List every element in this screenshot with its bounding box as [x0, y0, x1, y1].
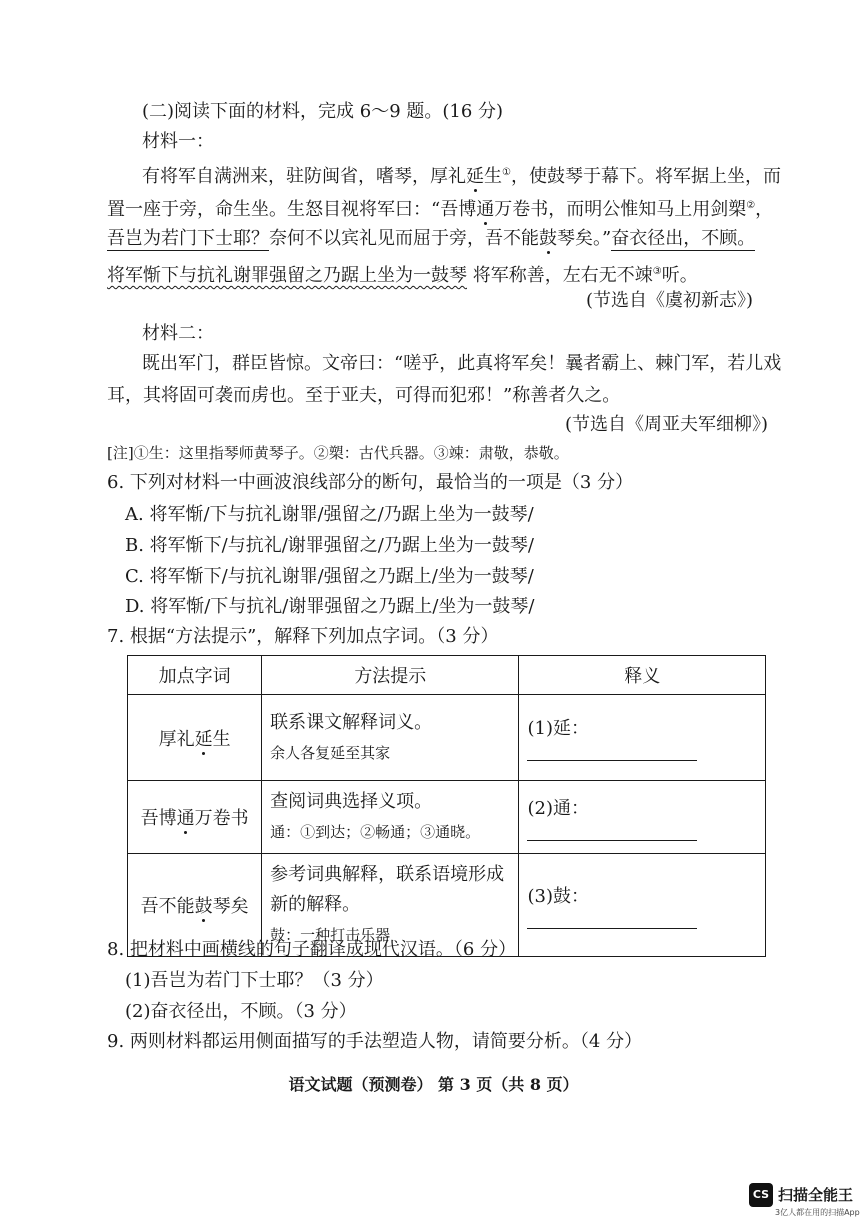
material1-source: (节选自《虞初新志》)	[586, 290, 754, 311]
answer-cell: (1)延：	[519, 695, 766, 781]
material1-line1: 有将军自满洲来，驻防闽省，嗜琴，厚礼延生①，使鼓琴于幕下。将军据上坐，而	[142, 166, 781, 187]
underlined-sentence-2: 奋衣径出，不顾。	[611, 228, 756, 249]
underlined-sentence-1: 吾岂为若门下士耶？	[107, 228, 269, 249]
q6-option-c: C. 将军惭下/与抗礼谢罪/强留之乃踞上/坐为一鼓琴/	[125, 566, 534, 587]
dotted-char: 通	[476, 199, 495, 220]
answer-blank[interactable]	[527, 742, 697, 761]
dotted-char: 鼓	[194, 896, 213, 917]
material1-line3: 吾岂为若门下士耶？奈何不以宾礼见而屈于旁，吾不能鼓琴矣。”奋衣径出，不顾。	[107, 228, 756, 249]
table-header: 方法提示	[262, 656, 519, 695]
q6-stem: 6. 下列对材料一中画波浪线部分的断句，最恰当的一项是（3 分）	[107, 472, 634, 493]
footnote-mark: ①	[502, 167, 511, 178]
material2-source: (节选自《周亚夫军细柳》)	[565, 414, 769, 435]
material1-label: 材料一：	[142, 131, 214, 152]
material1-line4: 将军惭下与抗礼谢罪强留之乃踞上坐为一鼓琴 将军称善，左右无不竦③听。	[107, 265, 698, 286]
answer-blank[interactable]	[527, 822, 697, 841]
page-footer: 语文试题（预测卷） 第 3 页（共 8 页）	[288, 1075, 579, 1094]
answer-cell: (2)通：	[519, 781, 766, 854]
word-cell: 吾不能鼓琴矣	[128, 854, 262, 957]
word-cell: 吾博通万卷书	[128, 781, 262, 854]
section-heading: (二)阅读下面的材料，完成 6～9 题。(16 分)	[142, 101, 504, 122]
camscanner-tagline: 3亿人都在用的扫描App	[775, 1208, 860, 1217]
dotted-char: 延	[194, 728, 213, 750]
table-row	[128, 781, 766, 854]
answer-blank[interactable]	[527, 910, 697, 929]
camscanner-logo-icon: CS	[749, 1183, 773, 1207]
hint-cell: 联系课文解释词义。 余人各复延至其家	[262, 695, 519, 781]
word-cell: 厚礼延生	[128, 695, 262, 781]
q9-stem: 9. 两则材料都运用侧面描写的手法塑造人物，请简要分析。（4 分）	[107, 1031, 643, 1052]
q6-option-b: B. 将军惭下/与抗礼/谢罪强留之/乃踞上坐为一鼓琴/	[125, 535, 534, 556]
q8-stem: 8. 把材料中画横线的句子翻译成现代汉语。（6 分）	[107, 939, 517, 960]
table-header: 加点字词	[128, 656, 262, 695]
q8-sentence-1: (1)吾岂为若门下士耶？（3 分）	[125, 970, 384, 991]
table-row	[128, 695, 766, 781]
answer-cell: (3)鼓：	[519, 854, 766, 957]
table-header-row	[128, 656, 766, 695]
hint-cell: 参考词典解释，联系语境形成 新的解释。 鼓：一种打击乐器	[262, 854, 519, 957]
q7-table	[127, 655, 766, 957]
camscanner-name: 扫描全能王	[778, 1186, 854, 1204]
material2-label: 材料二：	[142, 323, 214, 344]
q6-option-a: A. 将军惭/下与抗礼谢罪/强留之/乃踞上坐为一鼓琴/	[125, 504, 534, 525]
wavy-underline-passage: 将军惭下与抗礼谢罪强留之乃踞上坐为一鼓琴	[107, 265, 467, 286]
material2-line1: 既出军门，群臣皆惊。文帝曰：“嗟乎，此真将军矣！曩者霸上、棘门军，若儿戏	[142, 353, 782, 374]
material2-line2: 耳，其将固可袭而虏也。至于亚夫，可得而犯邪！”称善者久之。	[107, 385, 621, 406]
footnote-mark: ③	[652, 266, 662, 277]
material1-line2: 置一座于旁，命生坐。生怒目视将军曰：“吾博通万卷书，而明公惟知马上用剑槊②，	[107, 199, 774, 220]
footnote-mark: ②	[746, 200, 756, 211]
q8-sentence-2: (2)奋衣径出，不顾。（3 分）	[125, 1001, 357, 1022]
dotted-char: 通	[176, 808, 195, 829]
q6-option-d: D. 将军惭/下与抗礼/谢罪强留之乃踞上/坐为一鼓琴/	[125, 596, 535, 617]
table-header: 释义	[519, 656, 766, 695]
hint-cell: 查阅词典选择义项。 通：①到达；②畅通；③通晓。	[262, 781, 519, 854]
footnotes: [注]①生：这里指琴师黄琴子。②槊：古代兵器。③竦：肃敬，恭敬。	[107, 444, 569, 462]
dotted-char: 鼓	[539, 228, 557, 249]
q7-stem: 7. 根据“方法提示”，解释下列加点字词。（3 分）	[107, 626, 499, 647]
dotted-char: 延	[466, 166, 484, 187]
